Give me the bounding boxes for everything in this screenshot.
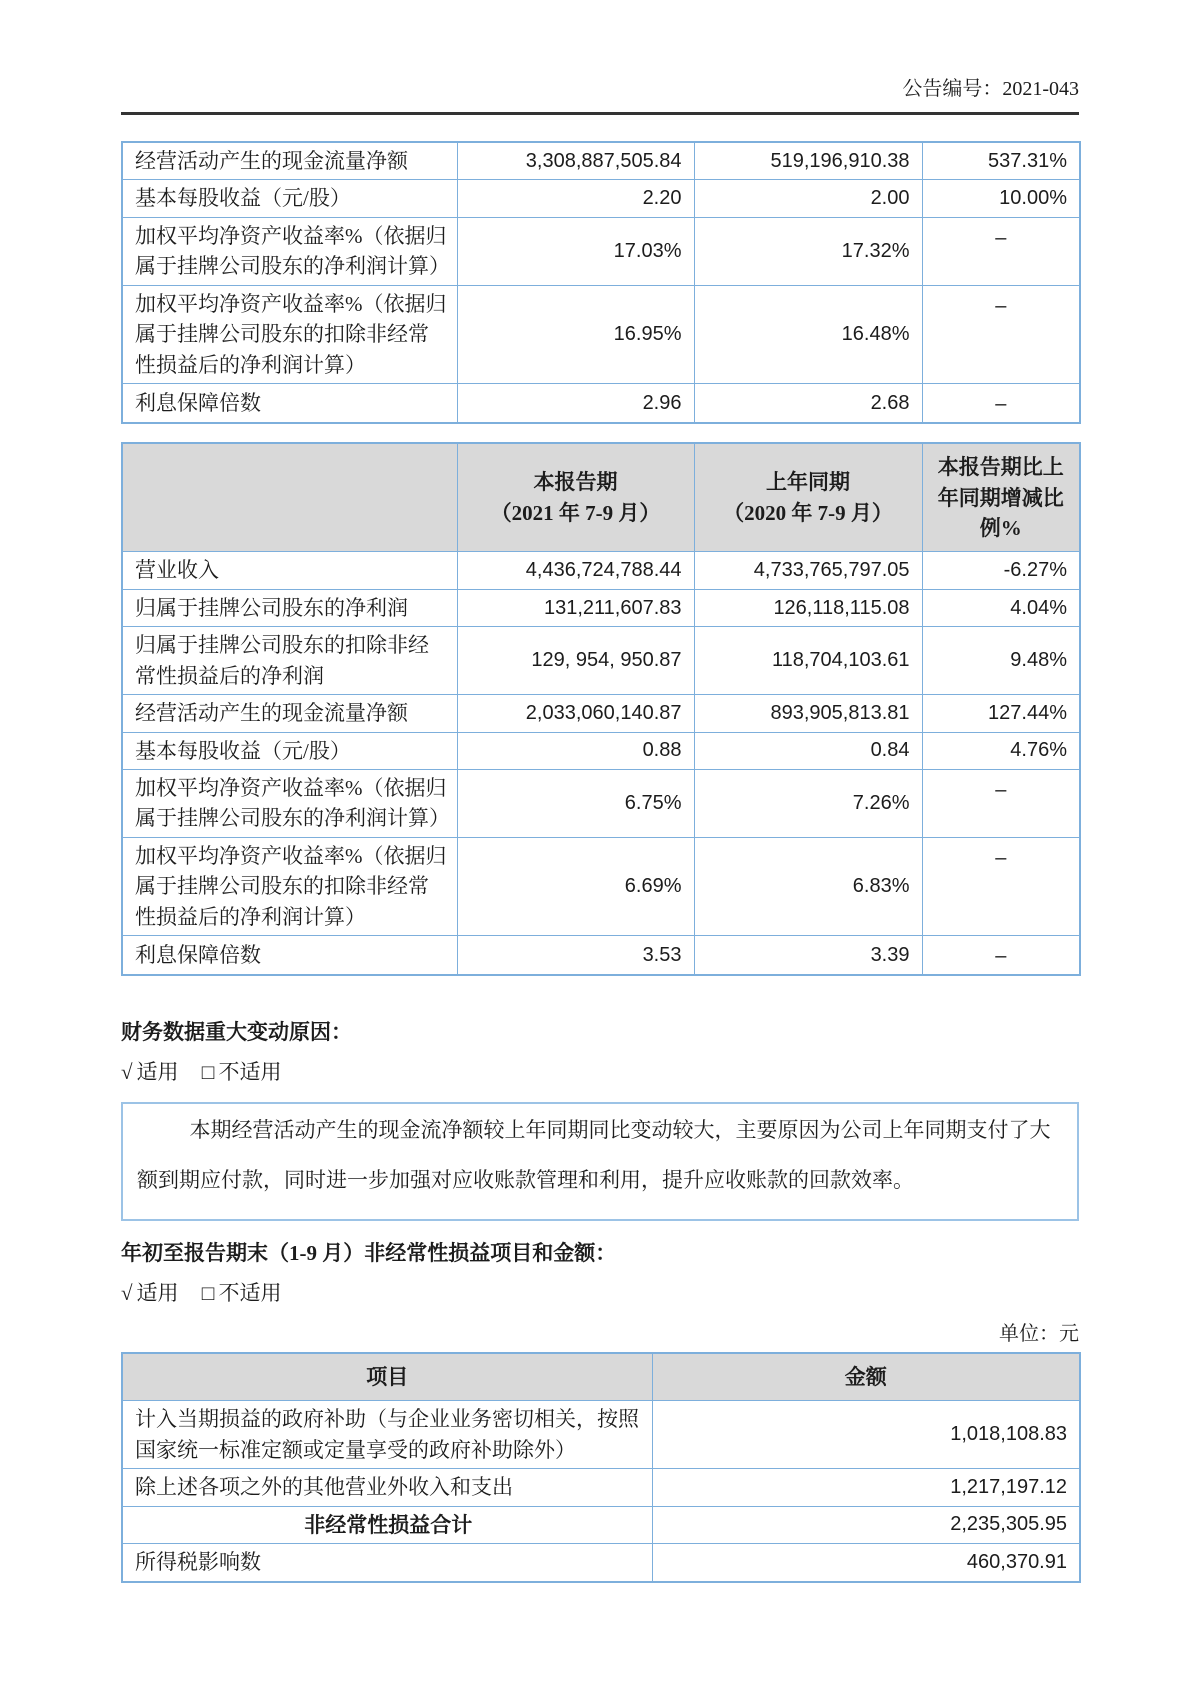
table-row-total xyxy=(122,1506,1080,1543)
table-row xyxy=(122,589,1080,626)
metric-label-cell: 基本每股收益（元/股） xyxy=(122,180,457,217)
prior-period-cell: 2.00 xyxy=(694,180,922,217)
prior-period-cell: 2.68 xyxy=(694,384,922,424)
change-cell: – xyxy=(922,217,1080,285)
change-header: 本报告期比上年同期增减比例% xyxy=(922,443,1080,552)
applicable-option xyxy=(121,1281,179,1305)
not-applicable-label: 不适用 xyxy=(218,1280,282,1305)
not-applicable-option xyxy=(202,1281,282,1305)
checkmark-icon: √ xyxy=(121,1060,133,1085)
current-period-cell: 17.03% xyxy=(457,217,694,285)
applicability-line xyxy=(121,1056,1079,1086)
announcement-number: 公告编号：2021-043 xyxy=(902,78,1079,100)
metric-label-cell: 经营活动产生的现金流量净额 xyxy=(122,695,457,732)
section-title-change-reason: 财务数据重大变动原因： xyxy=(121,1020,352,1045)
header-divider xyxy=(121,112,1079,115)
not-applicable-option xyxy=(202,1060,282,1084)
change-cell: 9.48% xyxy=(922,627,1080,695)
quarterly-financials-table xyxy=(121,442,1081,976)
item-cell: 除上述各项之外的其他营业外收入和支出 xyxy=(122,1469,652,1506)
metric-label-cell: 基本每股收益（元/股） xyxy=(122,732,457,769)
table-row xyxy=(122,770,1080,838)
change-cell: 4.04% xyxy=(922,589,1080,626)
metric-label-cell: 利息保障倍数 xyxy=(122,936,457,976)
current-period-cell: 0.88 xyxy=(457,732,694,769)
unit-label: 单位：元 xyxy=(999,1322,1079,1345)
table-row xyxy=(122,552,1080,589)
prior-period-cell: 0.84 xyxy=(694,732,922,769)
current-period-cell: 16.95% xyxy=(457,285,694,383)
table-row xyxy=(122,285,1080,383)
change-cell: 10.00% xyxy=(922,180,1080,217)
current-period-cell: 131,211,607.83 xyxy=(457,589,694,626)
section-title-nonrecurring: 年初至报告期末（1-9 月）非经常性损益项目和金额： xyxy=(121,1240,617,1265)
change-reason-box xyxy=(121,1102,1079,1221)
item-cell: 计入当期损益的政府补助（与企业业务密切相关，按照国家统一标准定额或定量享受的政府补助除外） xyxy=(122,1401,652,1469)
checkmark-icon: √ xyxy=(121,1280,133,1305)
amount-cell: 1,018,108.83 xyxy=(652,1401,1080,1469)
table-row xyxy=(122,384,1080,424)
table-row xyxy=(122,1469,1080,1506)
prior-period-cell: 6.83% xyxy=(694,837,922,935)
current-period-range: （2021 年 7-9 月） xyxy=(490,500,661,525)
table-header-row xyxy=(122,1353,1080,1401)
prior-period-cell: 16.48% xyxy=(694,285,922,383)
current-period-cell: 6.75% xyxy=(457,770,694,838)
prior-period-cell: 519,196,910.38 xyxy=(694,142,922,180)
page-content xyxy=(121,0,1079,1583)
prior-period-cell: 893,905,813.81 xyxy=(694,695,922,732)
item-cell: 所得税影响数 xyxy=(122,1544,652,1582)
prior-period-cell: 4,733,765,797.05 xyxy=(694,552,922,589)
prior-period-cell: 118,704,103.61 xyxy=(694,627,922,695)
change-cell: 127.44% xyxy=(922,695,1080,732)
table-row xyxy=(122,1544,1080,1582)
table-row xyxy=(122,180,1080,217)
prior-period-header xyxy=(694,443,922,552)
item-header: 项目 xyxy=(122,1353,652,1401)
change-cell: – xyxy=(922,936,1080,976)
table-row xyxy=(122,217,1080,285)
table-row xyxy=(122,1401,1080,1469)
metric-label-cell: 加权平均净资产收益率%（依据归属于挂牌公司股东的扣除非经常性损益后的净利润计算） xyxy=(122,285,457,383)
change-reason-text: 本期经营活动产生的现金流净额较上年同期同比变动较大，主要原因为公司上年同期支付了大额到期应付款，同时进一步加强对应收账款管理和利用，提升应收账款的回款效率。 xyxy=(137,1118,1051,1192)
table-row xyxy=(122,142,1080,180)
current-period-cell: 3,308,887,505.84 xyxy=(457,142,694,180)
current-period-cell: 2,033,060,140.87 xyxy=(457,695,694,732)
applicable-label: 适用 xyxy=(136,1060,179,1085)
prior-period-cell: 7.26% xyxy=(694,770,922,838)
metric-label-cell: 利息保障倍数 xyxy=(122,384,457,424)
change-cell: – xyxy=(922,285,1080,383)
item-cell: 非经常性损益合计 xyxy=(122,1506,652,1543)
change-cell: – xyxy=(922,837,1080,935)
current-period-cell: 3.53 xyxy=(457,936,694,976)
current-period-cell: 2.96 xyxy=(457,384,694,424)
metric-label-cell: 加权平均净资产收益率%（依据归属于挂牌公司股东的净利润计算） xyxy=(122,770,457,838)
metric-label-cell: 归属于挂牌公司股东的净利润 xyxy=(122,589,457,626)
checkbox-icon: □ xyxy=(201,1060,215,1085)
metric-label-cell: 加权平均净资产收益率%（依据归属于挂牌公司股东的扣除非经常性损益后的净利润计算） xyxy=(122,837,457,935)
amount-header: 金额 xyxy=(652,1353,1080,1401)
metric-label-cell: 归属于挂牌公司股东的扣除非经常性损益后的净利润 xyxy=(122,627,457,695)
not-applicable-label: 不适用 xyxy=(218,1060,282,1085)
table-row xyxy=(122,732,1080,769)
table-row xyxy=(122,695,1080,732)
table-row xyxy=(122,627,1080,695)
applicable-option xyxy=(121,1060,179,1084)
prior-period-cell: 17.32% xyxy=(694,217,922,285)
amount-cell: 460,370.91 xyxy=(652,1544,1080,1582)
current-period-header xyxy=(457,443,694,552)
change-cell: – xyxy=(922,384,1080,424)
prior-period-title: 上年同期 xyxy=(766,470,850,495)
metric-label-cell: 经营活动产生的现金流量净额 xyxy=(122,142,457,180)
prior-period-cell: 3.39 xyxy=(694,936,922,976)
table-row xyxy=(122,837,1080,935)
metric-label-cell: 营业收入 xyxy=(122,552,457,589)
prior-period-range: （2020 年 7-9 月） xyxy=(723,500,893,525)
empty-header-cell xyxy=(122,443,457,552)
change-cell: -6.27% xyxy=(922,552,1080,589)
amount-cell: 2,235,305.95 xyxy=(652,1506,1080,1543)
prior-period-cell: 126,118,115.08 xyxy=(694,589,922,626)
change-cell: 4.76% xyxy=(922,732,1080,769)
current-period-cell: 129, 954, 950.87 xyxy=(457,627,694,695)
amount-cell: 1,217,197.12 xyxy=(652,1469,1080,1506)
table-row xyxy=(122,936,1080,976)
nonrecurring-items-table xyxy=(121,1352,1081,1583)
current-period-cell: 4,436,724,788.44 xyxy=(457,552,694,589)
change-cell: 537.31% xyxy=(922,142,1080,180)
current-period-cell: 2.20 xyxy=(457,180,694,217)
applicability-line xyxy=(121,1277,1079,1307)
change-cell: – xyxy=(922,770,1080,838)
table-header-row xyxy=(122,443,1080,552)
current-period-title: 本报告期 xyxy=(533,470,618,495)
key-financials-table xyxy=(121,141,1081,424)
current-period-cell: 6.69% xyxy=(457,837,694,935)
applicable-label: 适用 xyxy=(136,1280,179,1305)
checkbox-icon: □ xyxy=(201,1280,215,1305)
metric-label-cell: 加权平均净资产收益率%（依据归属于挂牌公司股东的净利润计算） xyxy=(122,217,457,285)
